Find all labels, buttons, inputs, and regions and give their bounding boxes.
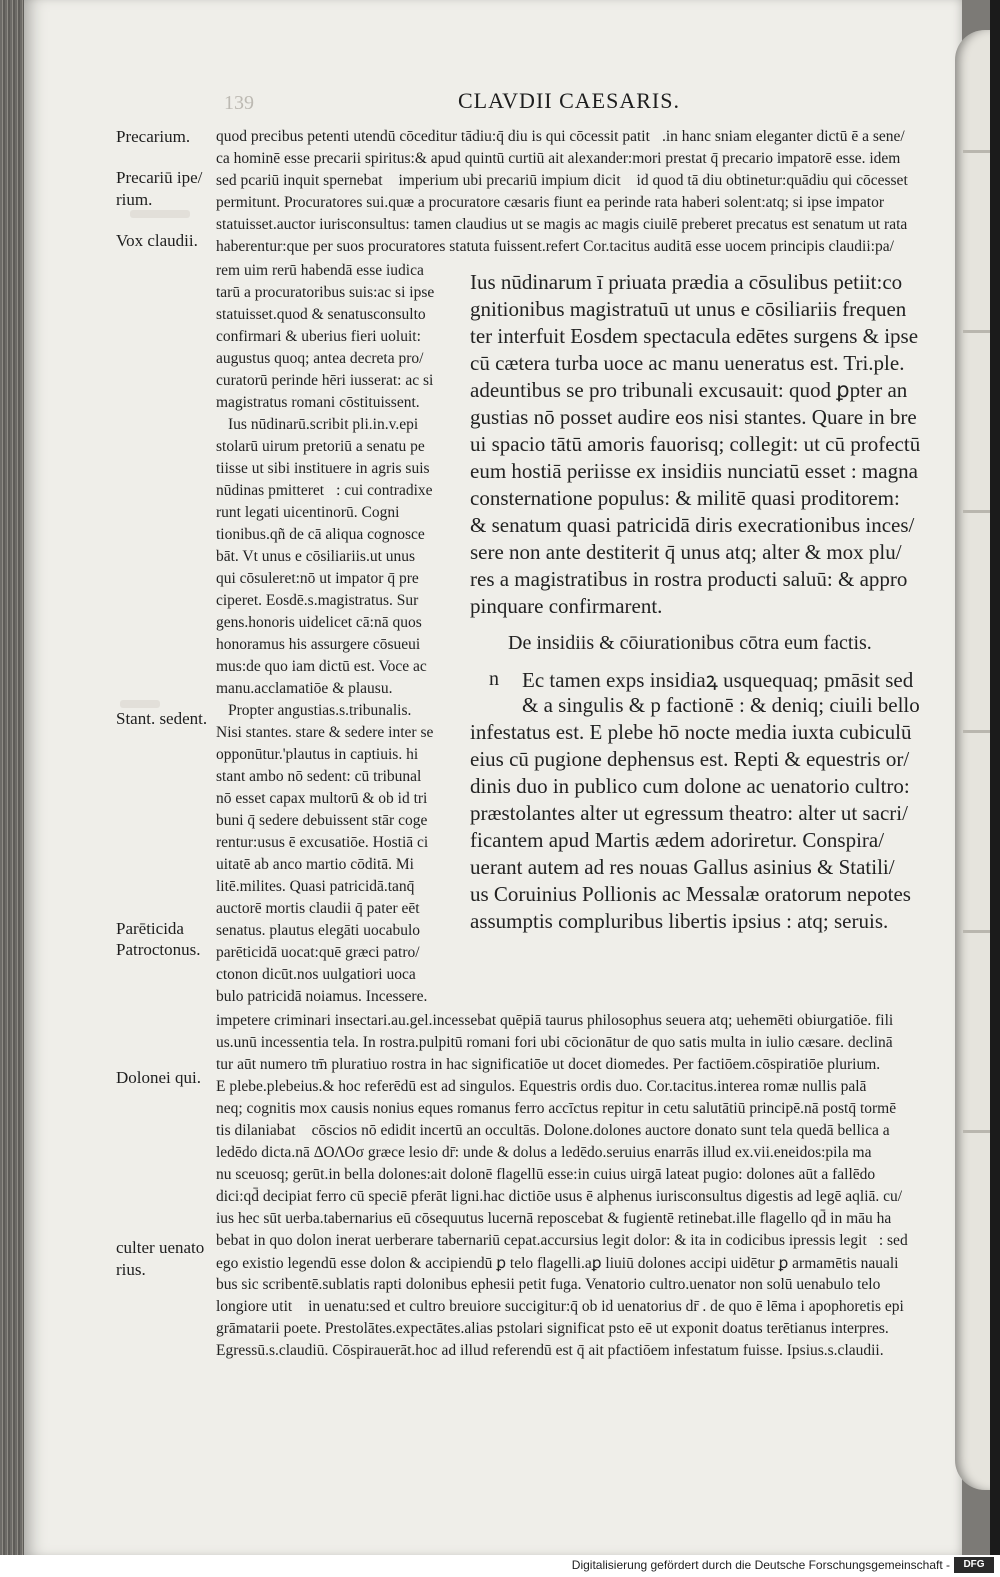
main-text-line: us Coruinius Pollionis ac Messalæ oratorum nepotes <box>470 882 911 906</box>
commentary-line: auctorē mortis claudii q̄ pater eēt <box>216 900 420 917</box>
commentary-line: ca hominē esse precarii spiritus:& apud quintū curtiū ait alexander:mori prestat q̄ precario impatorē esse. idem <box>216 150 901 167</box>
commentary-line: bāt. Vt unus e cōsiliariis.ut unus <box>216 548 416 565</box>
commentary-line: nu sceuosq; gerūt.in bella dolones:ait dolonē flagellū esse:in cuius uirgā lateat pugio: dolones aūt a fallēdo <box>216 1166 876 1183</box>
commentary-line: tarū a procuratoribus suis:ac si ipse <box>216 284 435 301</box>
commentary-line: longiore utit᷑ in uenatu:sed et cultro breuiore succigitur:q̄ ob id uenatorius dr̄ . de quo ē lēma i apophoretis epi <box>216 1298 904 1315</box>
commentary-line: rentur:usus ē excusatiōe. Hostiā ci <box>216 834 429 851</box>
marginal-note: Parēticida <box>116 919 184 938</box>
commentary-line: Propter angustias.s.tribunalis. <box>228 702 412 719</box>
main-text-line: sere non ante destiterit q̄ unus atq; alter & mox plu/ <box>470 540 902 564</box>
marginal-note: culter uenato <box>116 1238 205 1257</box>
commentary-line: senatus. plautus elegāti uocabulo <box>216 922 421 939</box>
commentary-line: ciperet. Eosdē.s.magistratus. Sur <box>216 592 419 609</box>
commentary-line: tur aūt numero tm̄ pluratiuo rostra in hac significatiōe ut docet diomedes. Per factiōem.cōspiratiōe plurium. <box>216 1056 881 1073</box>
commentary-line: dici:qd̄ decipiat ferro cū speciē pferāt ligni.hac dictiōe usus ē alphenus iurisconsultus digestis ad legē aqliā. cu/ <box>216 1188 903 1205</box>
marginal-note: Precarium. <box>116 127 191 146</box>
commentary-line: Egressū.s.claudiū. Cōspirauerāt.hoc ad illud referendū est q̄ ait pfactiōem infestatum fuisse. Ipsius.s.claudii. <box>216 1342 884 1359</box>
main-text-line: & a singulis & p factionē : & deniq; ciuili bello <box>522 693 920 717</box>
commentary-line: runt legati uicentinorū. Cogni <box>216 504 400 521</box>
commentary-line: confirmari & uberius fieri uoluit: <box>216 328 421 345</box>
commentary-line: parēticidā uocat:quē græci patro/ <box>216 944 420 961</box>
show-through-mark <box>130 210 190 218</box>
commentary-line: quod precibus petenti utendū cōceditur tādiu:q̄ diu is qui cōcessit patit᷑.in hanc sniam eleganter dictū ē a sene/ <box>216 128 905 145</box>
main-text-line: adeuntibus se pro tribunali excusauit: quod ꝑpter an <box>470 378 908 402</box>
main-text-line: Ius nūdinarum ī priuata prædia a cōsulibus petiit:co <box>470 270 903 294</box>
main-text-line: gnitionibus magistratuū ut unus e cōsiliariis frequen <box>470 297 907 321</box>
commentary-line: tis dilaniabat᷑ cōscios nō edidit incertū an occultās. Dolone.dolones auctore donato sunt tela quedā bellica a <box>216 1122 890 1139</box>
commentary-line: honoramus his assurgere cōsueui <box>216 636 421 653</box>
commentary-line: permitunt. Procuratores sui.quæ a procuratore cæsaris fiunt ea perinde rata haberi solent:atq; si ipse impator <box>216 194 885 211</box>
main-text-line: pinquare confirmarent. <box>470 594 663 618</box>
commentary-line: magistratus romani cōstituissent. <box>216 394 420 411</box>
commentary-line: stolarū uirum pretoriū a senatu pe <box>216 438 425 455</box>
commentary-line: tiisse ut sibi instituere in agris suis <box>216 460 430 477</box>
commentary-line: uitatē ab anco martio cōditā. Mi <box>216 856 414 873</box>
commentary-line: ledēdo dicta.nā ΔΟΛΟσ græce lesio dr̄: unde & dolus a ledēdo.seruius enarrās illud ex.vii.eneidos:pila ma <box>216 1144 872 1161</box>
commentary-line: stant ambo nō sedent: cū tribunal <box>216 768 422 785</box>
main-text-line: & senatum quasi patricidā diris execrationibus inces/ <box>470 513 915 537</box>
initial-guide-letter: n <box>489 668 499 690</box>
commentary-line: tionibus.qñ de cā aliqua cognosce <box>216 526 425 543</box>
section-caption: De insidiis & cōiurationibus cōtra eum factis. <box>508 632 872 654</box>
commentary-line: ius hec sūt uerba.tabernarius eū cōsequutus lucernā reposcebat & fugientē retinebat.ille flagello qd̄ in māu ha <box>216 1210 892 1227</box>
commentary-line: buni q̄ sedere debuissent stār coge <box>216 812 428 829</box>
main-text-line: ficantem apud Martis ædem adoriretur. Conspira/ <box>470 828 885 852</box>
marginal-note: Vox claudii. <box>116 231 198 250</box>
main-text-line: eius cū pugione dephensus est. Repti & equestris or/ <box>470 747 910 771</box>
commentary-line: neq; cognitis mox causis nonius eques romanus ferro accīctus repitur in cetu salutātiū principē.nā postq̄ tormē <box>216 1100 897 1117</box>
commentary-line: qui cōsuleret:nō ut impator q̄ pre <box>216 570 419 587</box>
show-through-mark <box>120 700 160 708</box>
commentary-line: rem uim rerū habendā esse iudica <box>216 262 424 279</box>
commentary-line: manu.acclamatiōe & plausu. <box>216 680 393 697</box>
main-text-line: infestatus est. E plebe hō nocte media iuxta cubiculū <box>470 720 912 744</box>
commentary-line: bus sic scribentē.sublatis rapti dolonibus ephesii petit fuga. Venatorio cultro.uenator non solū uenabulo telo <box>216 1276 881 1293</box>
commentary-line: Nisi stantes. stare & sedere inter se <box>216 724 434 741</box>
digitization-footer <box>0 1555 1000 1577</box>
commentary-line: ego existio legendū esse dolon & accipiendū ꝑ telo flagelli.aꝑ liuiū dolones accipi uidētur ꝑ armamētis nauali <box>216 1255 899 1272</box>
commentary-line: haberentur:que per suos procuratores statuta fuissent.refert Cor.tacitus auditā esse uocem principis claudii:pa/ <box>216 238 894 255</box>
marginal-note: Dolonei qui. <box>116 1068 201 1087</box>
commentary-line: gens.honoris uidelicet cā:nā quos <box>216 614 422 631</box>
commentary-line: E plebe.plebeius.& hoc referēdū est ad singulos. Equestris ordis duo. Cor.tacitus.interea romæ nullis palā <box>216 1078 867 1095</box>
main-text-line: eum hostiā periisse ex insidiis nunciatū esset : magna <box>470 459 918 483</box>
main-text-line: ter interfuit Eosdem spectacula edētes surgens & ipse <box>470 324 919 348</box>
marginal-note: Patroctonus. <box>116 940 201 959</box>
commentary-line: Ius nūdinarū.scribit pli.in.v.epi <box>228 416 419 433</box>
commentary-line: nō esset capax multorū & ob id tri <box>216 790 428 807</box>
folio-number: 139 <box>224 92 254 114</box>
marginal-note: Precariū ipe/ <box>116 168 203 187</box>
main-text-line: cū cætera turba uoce ac manu ueneratus est. Tri.ple. <box>470 351 905 375</box>
main-text-line: consternatione populus: & militē quasi proditorem: <box>470 486 900 510</box>
commentary-line: us.unū incessentia tela. In rostra.pulpitū romani fori ubi cōcionātur de quo satis multa in iulio cæsare. declinā <box>216 1034 893 1051</box>
commentary-line: bulo patricidā noiamus. Incessere. <box>216 988 428 1005</box>
commentary-line: grāmatarii poete. Prestolātes.expectātes.alias pstolari significat psto eē ut exponit doatus terētianus interpres. <box>216 1320 889 1337</box>
running-header: CLAVDII CAESARIS. <box>458 88 680 113</box>
main-text-line: res a magistratibus in rostra producti saluū: & appro <box>470 567 908 591</box>
commentary-line: bebat in quo dolon inerat uerberare tabernariū cepat.accursius legit dolor: & ita in codicibus ipressis legit᷑: sed <box>216 1232 908 1249</box>
main-text-line: dinis duo in publico cum dolone ac uenatorio cultro: <box>470 774 910 798</box>
commentary-line: sed pcariū inquit spernebat᷑ imperium ubi precariū impium dicit᷑ id quod tā diu obtinetur:quādiu qui cōcesset <box>216 172 908 189</box>
commentary-line: opponūtur.'plautus in captiuis. hi <box>216 746 419 763</box>
marginal-note: Stant. sedent. <box>116 709 208 728</box>
main-text-line: præstolantes alter ut egressum theatro: alter ut sacri/ <box>470 801 908 825</box>
commentary-line: augustus quoq; antea decreta pro/ <box>216 350 424 367</box>
commentary-line: litē.milites. Quasi patricidā.tanq̄ <box>216 878 415 895</box>
main-text-line: gustias nō posset audire eos nisi stantes. Quare in bre <box>470 405 917 429</box>
marginal-note: rius. <box>116 1260 146 1279</box>
commentary-line: mus:de quo iam dictū est. Voce ac <box>216 658 427 675</box>
main-text-line: Ec tamen exps insidiaꝝ usquequaq; pmāsit sed <box>522 668 914 692</box>
main-text-line: assumptis compluribus libertis ipsius : atq; seruis. <box>470 909 889 933</box>
commentary-line: nūdinas pmitteret᷑: cui contradixe <box>216 482 433 499</box>
commentary-line: statuisset.auctor iurisconsultus: tamen claudius ut se magis ac magis ciuilē preberet precatus est senatum ut rata <box>216 216 908 233</box>
dfg-logo: DFG <box>954 1557 994 1573</box>
funding-credit: Digitalisierung gefördert durch die Deutsche Forschungsgemeinschaft - <box>571 1558 950 1572</box>
scanner-background <box>990 0 1000 1577</box>
marginal-note: rium. <box>116 190 153 209</box>
commentary-line: ctonon dicūt.nos uulgatiori uoca <box>216 966 416 983</box>
commentary-line: impetere criminari insectari.au.gel.incessebat quēpiā taurus philosophus seuera atq; uehemēti obiurgatiōe. fili <box>216 1012 894 1029</box>
main-text-line: ui spacio tātū amoris fauorisq; collegit: ut cū profectū <box>470 432 921 456</box>
commentary-line: curatorū perinde hēri iusserat: ac si <box>216 372 434 389</box>
main-text-line: uerant autem ad res nouas Gallus asinius & Statili/ <box>470 855 895 879</box>
commentary-line: statuisset.quod & senatusconsulto <box>216 306 426 323</box>
